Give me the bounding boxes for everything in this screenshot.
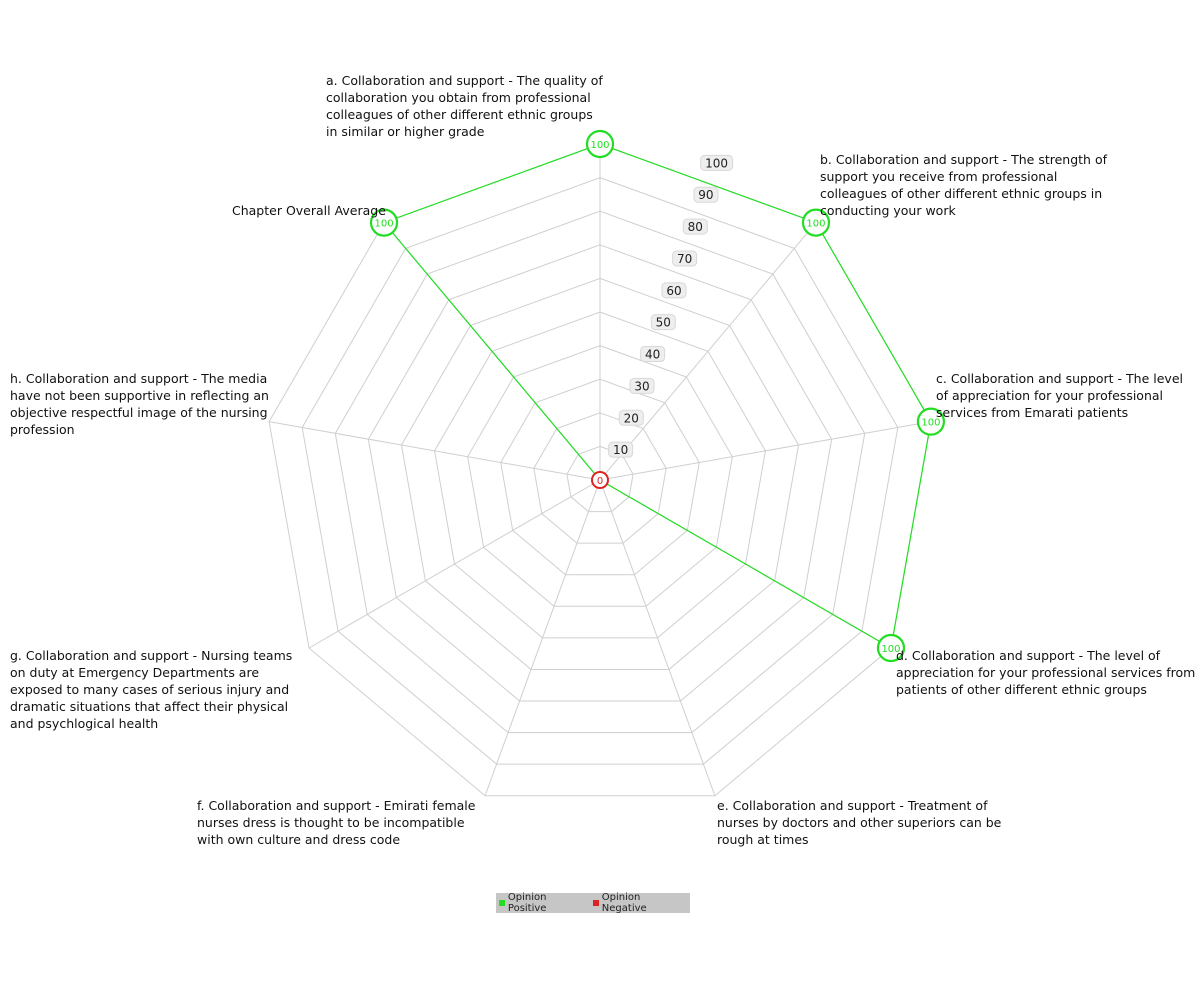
legend-label-negative: Opinion Negative <box>601 892 647 914</box>
point-value-label: 0 <box>596 476 604 487</box>
tick-label-text: 50 <box>655 315 671 330</box>
tick-label-text: 70 <box>676 251 693 266</box>
tick-label-text: 90 <box>698 188 714 203</box>
axis-label-e: e. Collaboration and support - Treatment of nurses by doctors and other superiors can be rough at times <box>717 798 1002 847</box>
legend-item-negative <box>593 892 687 914</box>
legend-swatch-negative-icon <box>593 900 599 906</box>
grid-spoke-2 <box>600 422 931 480</box>
legend-swatch-positive-icon <box>499 900 505 906</box>
axis-label-h: h. Collaboration and support - The media have not been supportive in reflecting an objective respectful image of the nursing profession <box>10 371 269 437</box>
axis-label-d: d. Collaboration and support - The level of appreciation for your professional services from patients of other different ethnic groups <box>896 648 1196 697</box>
tick-label-60 <box>662 283 686 298</box>
tick-label-text: 60 <box>666 283 682 298</box>
tick-label-30 <box>630 378 654 393</box>
tick-label-100 <box>701 155 733 170</box>
tick-label-text: 40 <box>645 347 661 362</box>
tick-label-90 <box>694 187 718 202</box>
axis-label-c: c. Collaboration and support - The level of appreciation for your professional services from Emarati patients <box>936 371 1183 420</box>
point-value-label: 100 <box>881 644 901 655</box>
axis-label-a: a. Collaboration and support - The quality of collaboration you obtain from professional colleagues of other different ethnic groups in similar or higher grade <box>326 73 603 139</box>
point-value-label: 100 <box>374 218 394 230</box>
point-value-label: 100 <box>921 417 941 429</box>
tick-label-10 <box>609 442 633 457</box>
tick-label-80 <box>683 219 707 234</box>
legend-label-positive: Opinion Positive <box>507 892 547 914</box>
grid-spoke-6 <box>309 480 600 648</box>
point-s1-a0 <box>592 472 608 488</box>
chart-legend <box>496 893 690 913</box>
radar-grid <box>269 144 931 796</box>
tick-label-50 <box>651 315 675 330</box>
axis-label-f: f. Collaboration and support - Emirati female nurses dress is thought to be incompatible with own culture and dress code <box>197 798 476 847</box>
grid-spoke-1 <box>600 223 816 480</box>
tick-label-text: 80 <box>687 220 703 235</box>
tick-label-text: 20 <box>623 411 639 426</box>
legend-item-positive <box>499 892 587 914</box>
axis-label-overall: Chapter Overall Average <box>232 203 386 218</box>
radial-ticks <box>609 155 733 457</box>
point-value-label: 100 <box>590 140 610 151</box>
tick-label-20 <box>619 410 643 425</box>
tick-label-40 <box>641 347 665 362</box>
tick-label-text: 30 <box>634 379 650 394</box>
axis-label-b: b. Collaboration and support - The strength of support you receive from professional colleagues of other different ethnic groups in conducting your work <box>820 152 1107 218</box>
axis-label-g: g. Collaboration and support - Nursing teams on duty at Emergency Departments are exposed to many cases of serious injury and dramatic situations that affect their physical and psychlogical health <box>10 648 293 731</box>
point-value-label: 100 <box>806 218 826 230</box>
grid-spoke-7 <box>269 422 600 480</box>
tick-label-text: 100 <box>705 156 729 171</box>
tick-label-text: 10 <box>613 443 629 458</box>
tick-label-70 <box>673 251 697 266</box>
